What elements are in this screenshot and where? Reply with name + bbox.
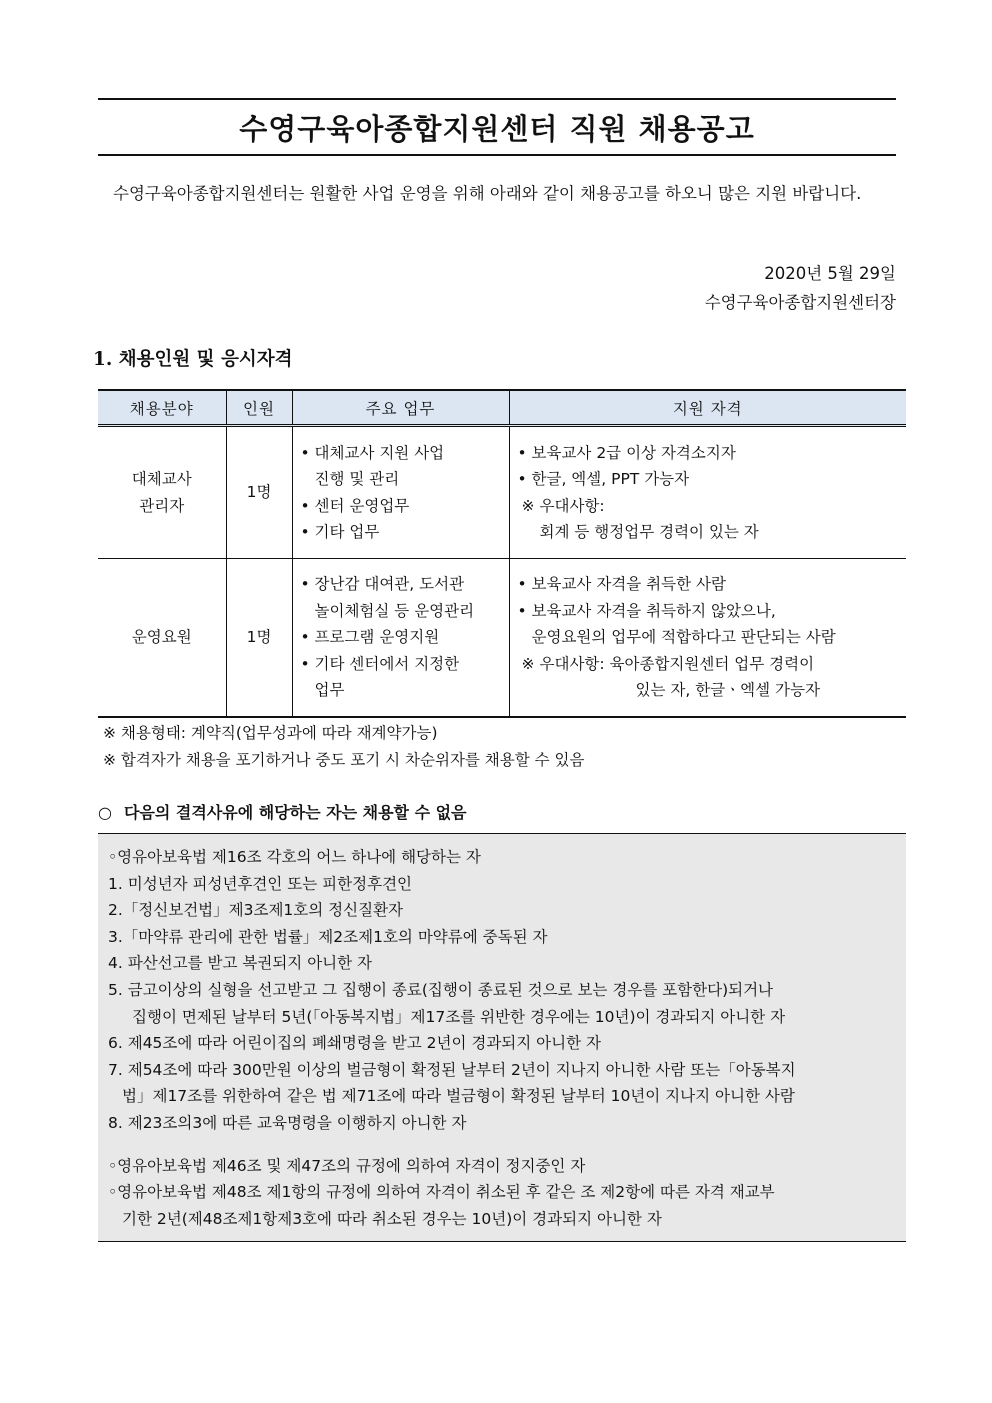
list-item: 1. 미성년자 피성년후견인 또는 피한정후견인 (108, 874, 413, 893)
list-item: 업무 (314, 681, 345, 699)
qualifications-list (510, 430, 907, 556)
list-item: • 기타 업무 (301, 519, 505, 546)
list-item: 놀이체험실 등 운영관리 (314, 601, 475, 620)
field-cell: 운영요원 (98, 559, 226, 717)
qualifications-cell (509, 559, 906, 717)
preference-text: 우대사항: 육아종합지원센터 업무 경력이 (539, 654, 815, 673)
section-heading: 1. 채용인원 및 응시자격 (93, 349, 293, 370)
list-item: 4. 파산선고를 받고 복권되지 아니한 자 (108, 954, 373, 973)
list-item: 3.「마약류 관리에 관한 법률」제2조제1호의 마약류에 중독된 자 (108, 927, 548, 946)
footnote-employment-type: ※ 채용형태: 계약직(업무성과에 따라 재계약가능) (103, 724, 438, 742)
table-header-row (98, 390, 906, 426)
list-item: 5. 금고이상의 실형을 선고받고 그 집행이 종료(집행이 종료된 것으로 보는 경우를 포함한다)되거나 (108, 980, 774, 999)
col-header-count: 인원 (226, 390, 292, 426)
list-item: • 보육교사 2급 이상 자격소지자 (518, 440, 903, 467)
qualifications-cell (509, 426, 906, 559)
title-box (98, 98, 896, 156)
list-item (518, 493, 903, 520)
duties-cell (292, 426, 509, 559)
list-item: • 대체교사 지원 사업 (301, 440, 505, 467)
list-item: 집행이 면제된 날부터 5년(「아동복지법」제17조를 위반한 경우에는 10년)이 경과되지 아니한 자 (132, 1007, 786, 1026)
disqualification-box (98, 833, 906, 1242)
count-cell: 1명 (226, 559, 292, 717)
preference-label: 우대사항: (539, 496, 605, 515)
list-item: 기한 2년(제48조제1항제3호에 따라 취소된 경우는 10년)이 경과되지 아니한 자 (122, 1209, 662, 1228)
list-item: • 보육교사 자격을 취득한 사람 (518, 571, 903, 598)
field-line: 대체교사 (131, 469, 192, 488)
col-header-duties: 주요 업무 (292, 390, 509, 426)
list-item: 7. 제54조에 따라 300만원 이상의 벌금형이 확정된 날부터 2년이 지나지 아니한 사람 또는「아동복지 (108, 1060, 796, 1079)
field-line: 관리자 (139, 496, 185, 515)
list-item: • 장난감 대여관, 도서관 (301, 571, 505, 598)
duties-cell (292, 559, 509, 717)
list-item: • 한글, 엑셀, PPT 가능자 (518, 466, 903, 493)
disqualification-heading (98, 800, 467, 823)
list-item: • 프로그램 운영지원 (301, 624, 505, 651)
recruit-table (98, 389, 906, 718)
list-item (518, 651, 903, 678)
footnote-runner-up: ※ 합격자가 채용을 포기하거나 중도 포기 시 차순위자를 채용할 수 있음 (103, 751, 585, 769)
col-header-field: 채용분야 (98, 390, 226, 426)
col-header-qualifications: 지원 자격 (509, 390, 906, 426)
list-item: 법」제17조를 위한하여 같은 법 제71조에 따라 벌금형이 확정된 날부터 10년이 지나지 아니한 사람 (122, 1087, 795, 1106)
list-item: 2.「정신보건법」제3조제1호의 정신질환자 (108, 901, 404, 920)
reference-mark: ※ (521, 654, 535, 673)
list-item: 운영요원의 업무에 적합하다고 판단되는 사람 (531, 628, 836, 646)
list-item: ◦영유아보육법 제46조 및 제47조의 규정에 의하여 자격이 정지중인 자 (108, 1156, 586, 1175)
list-item: ◦영유아보육법 제48조 제1항의 규정에 의하여 자격이 취소된 후 같은 조 제2항에 따른 자격 재교부 (108, 1183, 775, 1202)
field-cell (98, 426, 226, 559)
list-item: • 보육교사 자격을 취득하지 않았으나, (518, 598, 903, 625)
list-item: 8. 제23조의3에 따른 교육명령을 이행하지 아니한 자 (108, 1113, 467, 1132)
count-cell: 1명 (226, 426, 292, 559)
table-row (98, 426, 906, 559)
list-item: 진행 및 관리 (314, 470, 400, 488)
list-item: 회계 등 행정업무 경력이 있는 자 (539, 523, 759, 541)
qualifications-list (510, 561, 907, 714)
duties-list (293, 430, 509, 556)
intro-paragraph (93, 180, 898, 208)
page-title: 수영구육아종합지원센터 직원 채용공고 (239, 111, 755, 146)
list-item: • 기타 센터에서 지정한 (301, 651, 505, 678)
list-item: ◦영유아보육법 제16조 각호의 어느 하나에 해당하는 자 (108, 848, 481, 866)
notice-date: 2020년 5월 29일 (764, 264, 896, 283)
intro-text: 수영구육아종합지원센터는 원활한 사업 운영을 위해 아래와 같이 채용공고를 하오니 많은 지원 바랍니다. (113, 184, 862, 203)
spacer (108, 1137, 900, 1153)
list-item: 있는 자, 한글ㆍ엑셀 가능자 (635, 681, 820, 699)
circle-bullet-icon: ○ (98, 803, 112, 822)
notice-signer: 수영구육아종합지원센터장 (704, 293, 896, 312)
list-item: • 센터 운영업무 (301, 493, 505, 520)
duties-list (293, 561, 509, 714)
disqualification-heading-text: 다음의 결격사유에 해당하는 자는 채용할 수 없음 (123, 803, 467, 822)
table-row (98, 559, 906, 717)
list-item: 6. 제45조에 따라 어린이집의 폐쇄명령을 받고 2년이 경과되지 아니한 자 (108, 1034, 601, 1053)
reference-mark: ※ (521, 496, 535, 515)
